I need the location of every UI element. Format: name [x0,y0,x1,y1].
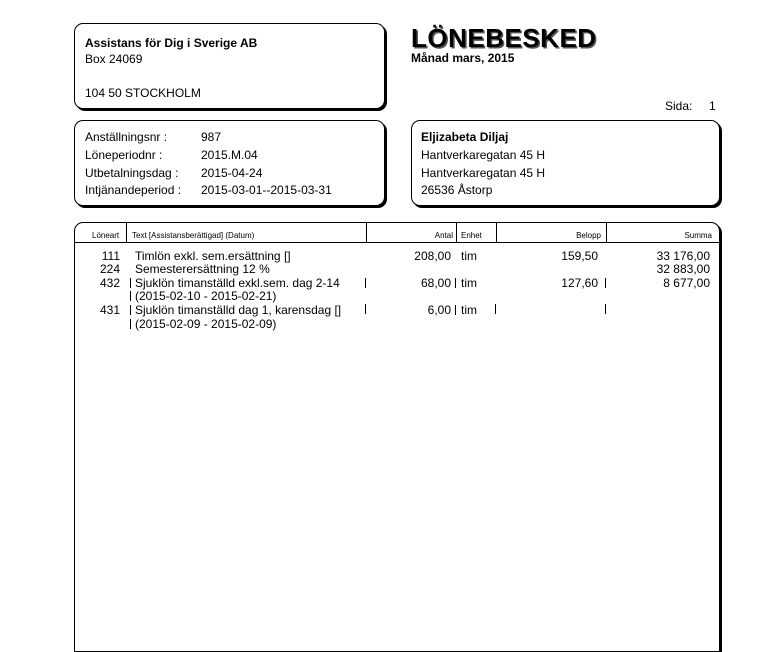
row-date-range: (2015-02-09 - 2015-02-09) [135,317,277,331]
row-amount: 159,50 [561,249,598,263]
row-marker [605,304,606,314]
info-value-payment-date: 2015-04-24 [201,166,263,180]
employer-postal: 104 50 STOCKHOLM [85,86,201,100]
row-sum: 8 677,00 [663,276,710,290]
header-sum: Summa [684,231,712,240]
info-value-period-number: 2015.M.04 [201,148,258,162]
row-code: 111 [101,249,120,263]
header-divider [75,242,719,243]
row-amount: 127,60 [561,276,598,290]
row-marker [130,319,131,329]
row-marker [130,305,131,315]
row-text: Sjuklön timanställd exkl.sem. dag 2-14 [135,276,340,290]
row-marker [365,278,366,288]
row-code: 432 [99,276,120,290]
row-code: 431 [99,303,120,317]
document-period: Månad mars, 2015 [411,51,515,65]
recipient-postal: 26536 Åstorp [421,183,493,197]
recipient-address-line: Hantverkaregatan 45 H [421,148,546,162]
row-sum: 32 883,00 [656,262,710,276]
column-divider [456,223,457,243]
page-label: Sida: [665,99,693,113]
page-number: 1 [709,99,716,113]
row-marker [495,304,496,314]
row-marker [455,305,456,315]
header-text: Text [Assistansberättigad] (Datum) [132,231,255,240]
row-date-range: (2015-02-10 - 2015-02-21) [135,289,277,303]
row-code: 224 [99,262,120,276]
row-text: Sjuklön timanställd dag 1, karensdag [] [135,303,342,317]
row-quantity: 208,00 [414,249,451,263]
row-marker [130,278,131,288]
row-sum: 33 176,00 [656,249,710,263]
employment-info-box [74,120,385,206]
header-amount: Belopp [576,231,601,240]
recipient-name: Eljizabeta Diljaj [421,130,509,144]
info-value-employee-number: 987 [201,130,222,144]
row-quantity: 68,00 [420,276,451,290]
row-quantity: 6,00 [427,303,451,317]
recipient-address-line: Hantverkaregatan 45 H [421,166,546,180]
row-unit: tim [461,249,477,263]
employer-box [74,23,385,109]
salary-table [74,222,720,652]
row-marker [455,278,456,288]
row-marker [130,291,131,301]
document-title: LÖNEBESKED [411,23,597,53]
row-text: Timlön exkl. sem.ersättning [] [135,249,291,263]
column-divider [366,223,367,243]
recipient-box [411,120,720,206]
employer-name: Assistans för Dig i Sverige AB [85,36,258,50]
header-unit: Enhet [461,231,482,240]
header-code: Löneart [92,231,120,240]
employer-box-address: Box 24069 [85,52,143,66]
info-label-employee-number: Anställningsnr : [85,130,168,144]
row-text: Semesterersättning 12 % [135,262,270,276]
info-value-earning-period: 2015-03-01--2015-03-31 [201,183,332,197]
column-divider [126,223,127,243]
info-label-period-number: Löneperiodnr : [85,148,163,162]
header-quantity: Antal [434,231,453,240]
row-marker [365,304,366,314]
row-unit: tim [461,303,477,317]
row-unit: tim [461,276,477,290]
column-divider [606,223,607,243]
column-divider [496,223,497,243]
info-label-earning-period: Intjänandeperiod : [85,183,182,197]
info-label-payment-date: Utbetalningsdag : [85,166,179,180]
